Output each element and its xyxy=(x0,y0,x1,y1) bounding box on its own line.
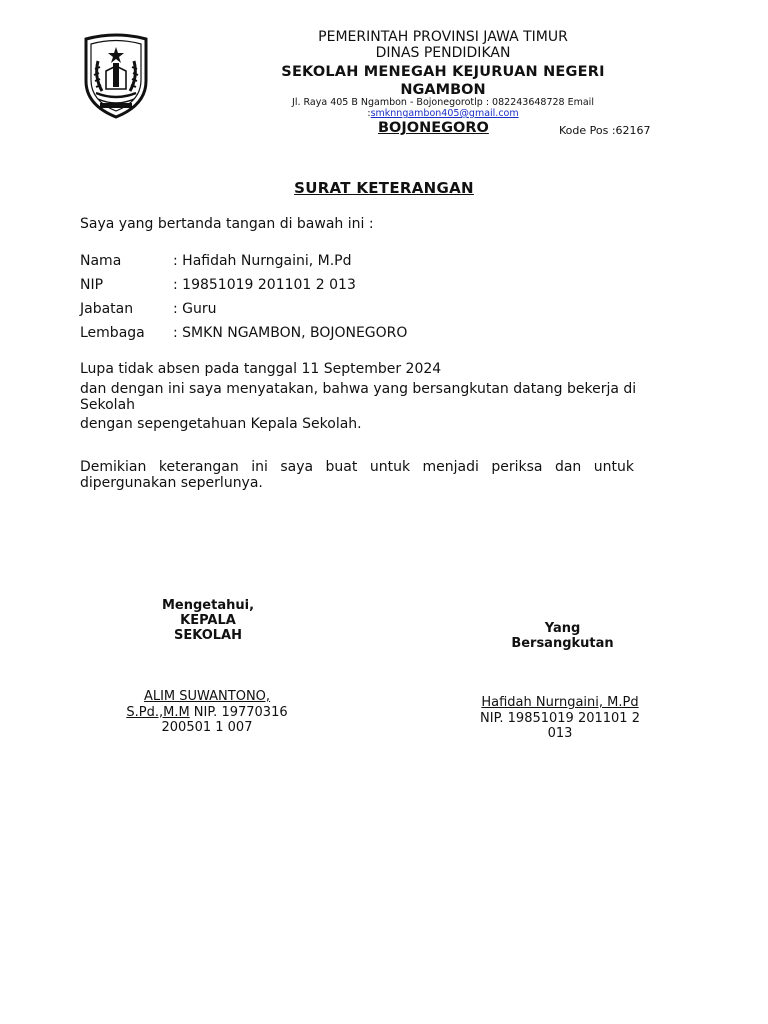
signature-right-heading xyxy=(490,621,635,651)
signature-right-heading-1: Yang xyxy=(544,621,581,636)
header-department: DINAS PENDIDIKAN xyxy=(375,45,511,61)
field-value-nip: : 19851019 201101 2 013 xyxy=(173,277,356,293)
signature-left-name: ALIM SUWANTONO, xyxy=(143,689,271,704)
signature-left-nip: NIP. 19770316 xyxy=(189,704,288,720)
east-java-emblem-icon xyxy=(80,33,152,119)
signature-left-heading-3: SEKOLAH xyxy=(173,628,242,643)
header-school-name-2: NGAMBON xyxy=(400,82,486,98)
paragraph-date: Lupa tidak absen pada tanggal 11 September 2024 xyxy=(80,361,442,377)
paragraph-statement: dan dengan ini saya menyatakan, bahwa yang bersangkutan datang bekerja di Sekolah xyxy=(80,381,637,413)
email-link[interactable]: smknngambon405@gmail.com xyxy=(370,108,519,119)
header-address: Jl. Raya 405 B Ngambon - Bojonegorotlp : 082243648728 Email xyxy=(292,97,594,108)
header-postal-code: Kode Pos :62167 xyxy=(559,124,651,137)
signature-right-heading-2: Bersangkutan xyxy=(511,636,614,651)
signature-left-name-block xyxy=(100,689,314,736)
field-value-jabatan: : Guru xyxy=(173,301,217,317)
signature-left-nip-2: 200501 1 007 xyxy=(161,720,253,735)
signature-left-heading xyxy=(138,598,278,643)
signature-right-nip: NIP. 19851019 201101 2 013 xyxy=(480,710,640,741)
header-city: BOJONEGORO xyxy=(378,120,489,136)
signature-right-name-block xyxy=(460,695,660,742)
signature-left-heading-1: Mengetahui, xyxy=(161,598,255,613)
field-value-lembaga: : SMKN NGAMBON, BOJONEGORO xyxy=(173,325,408,341)
paragraph-acknowledgement: dengan sepengetahuan Kepala Sekolah. xyxy=(80,416,362,432)
header-government: PEMERINTAH PROVINSI JAWA TIMUR xyxy=(318,29,568,45)
signature-left-title-line xyxy=(100,705,314,721)
letter-title: SURAT KETERANGAN xyxy=(294,179,474,197)
signature-left-heading-2: KEPALA xyxy=(180,613,236,628)
paragraph-closing: Demikian keterangan ini saya buat untuk menjadi periksa dan untuk dipergunakan seperlunya. xyxy=(80,459,634,491)
field-label-nama: Nama xyxy=(80,253,122,269)
letter-intro: Saya yang bertanda tangan di bawah ini : xyxy=(80,216,374,232)
field-label-lembaga: Lembaga xyxy=(80,325,145,341)
field-label-jabatan: Jabatan xyxy=(80,301,134,317)
email-prefix: : xyxy=(367,108,371,119)
signature-right-name: Hafidah Nurngaini, M.Pd xyxy=(481,695,639,710)
header-school-name: SEKOLAH MENEGAH KEJURUAN NEGERI xyxy=(281,64,605,80)
field-label-nip: NIP xyxy=(80,277,104,293)
signature-left-degree: S.Pd.,M.M xyxy=(126,704,190,720)
header-email-line xyxy=(238,108,648,119)
field-value-nama: : Hafidah Nurngaini, M.Pd xyxy=(173,253,352,269)
